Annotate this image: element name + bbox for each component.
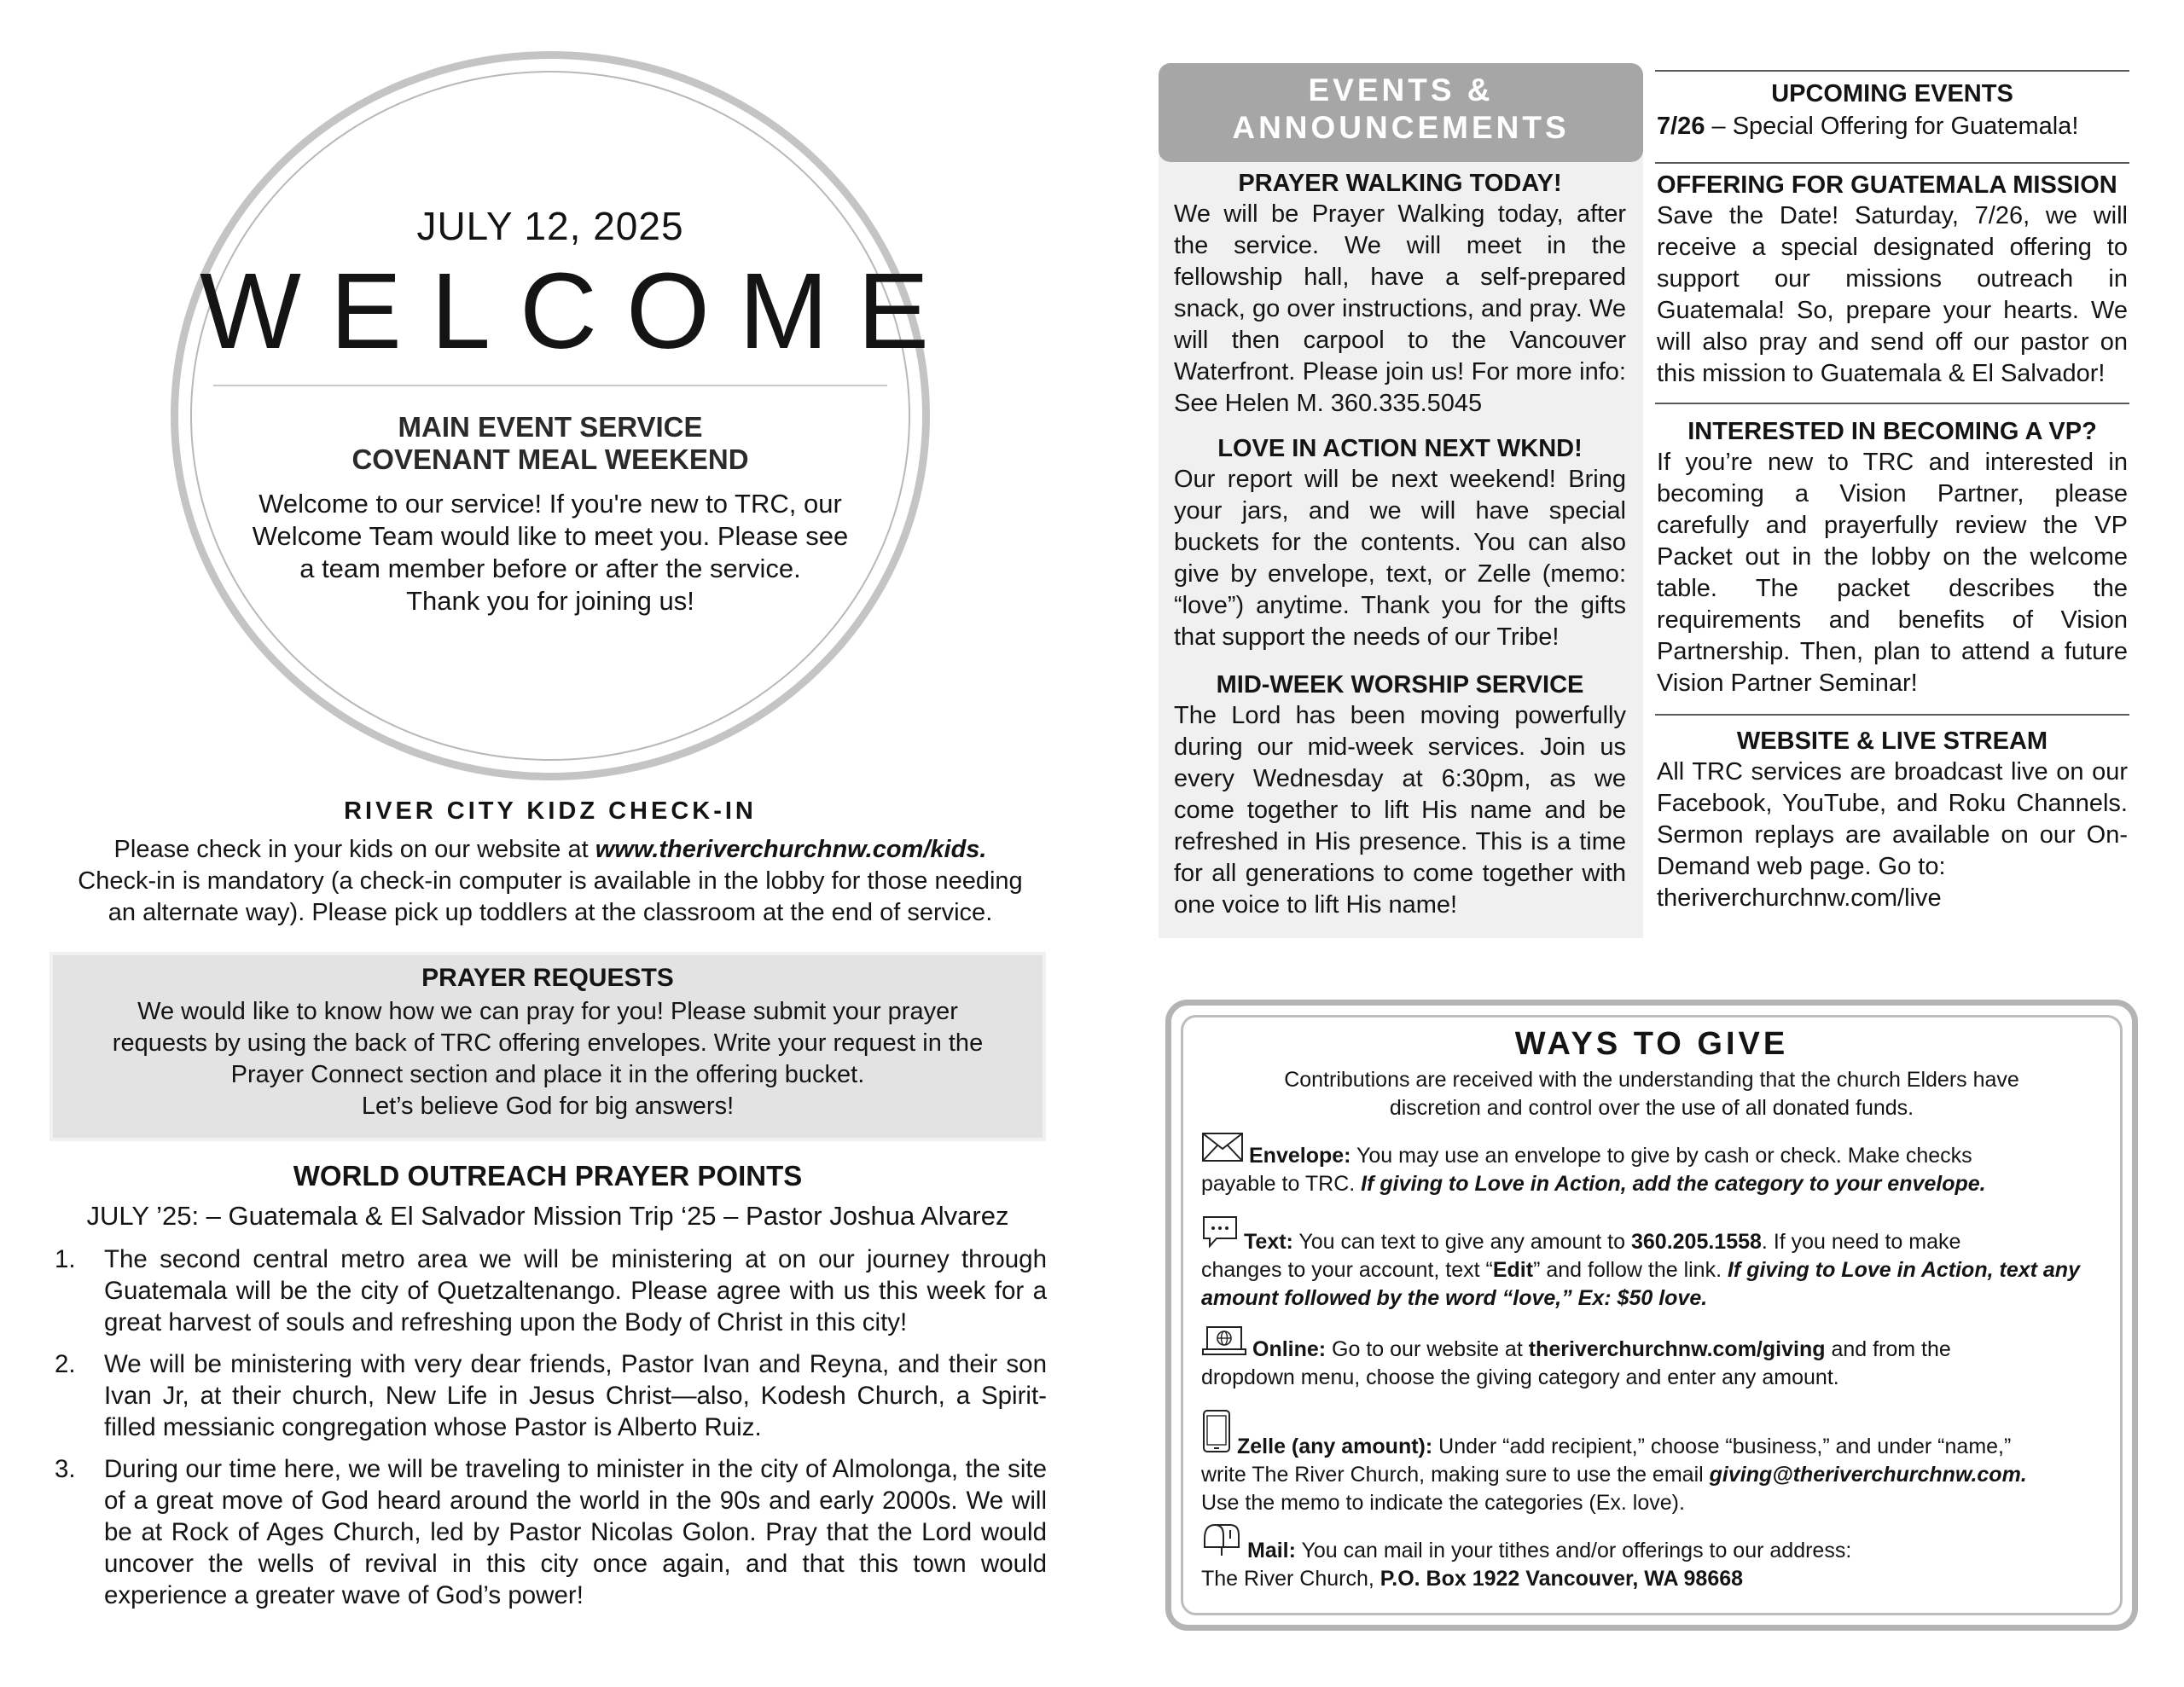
- zelle-label: Zelle (any amount):: [1237, 1435, 1433, 1458]
- event-item: [1174, 168, 1626, 420]
- text-number: 360.205.1558: [1630, 1230, 1762, 1254]
- event-item: [1174, 670, 1626, 921]
- vp-title: INTERESTED IN BECOMING A VP?: [1687, 418, 2097, 445]
- mailbox-icon: [1201, 1522, 1242, 1565]
- event-title: MID-WEEK WORSHIP SERVICE: [1216, 671, 1584, 699]
- text-note: If giving to Love in Action, text any amount followed by the word “love,” Ex: $50 love.: [1201, 1258, 2080, 1310]
- list-text: We will be ministering with very dear friends, Pastor Ivan and Reyna, and their son Ivan Jr, at their church, New Life in Jesus Christ—also, Kodesh Church, a Spirit-filled messianic congregation whose Pastor is Alberto Ruiz.: [104, 1350, 1047, 1441]
- website-livestream: [1657, 726, 2128, 914]
- service-line-1: MAIN EVENT SERVICE: [398, 411, 703, 443]
- upcoming-events: [1657, 78, 2128, 142]
- list-item: [53, 1348, 1047, 1443]
- text-edit-keyword: Edit: [1492, 1258, 1534, 1282]
- guatemala-body: Save the Date! Saturday, 7/26, we will receive a special designated offering to support our missions outreach in Guatemala! So, prepare your hearts. We will also pray and send off our pastor on this mission to Guatemala & El Salvador!: [1657, 202, 2128, 387]
- list-text: The second central metro area we will be ministering at on our journey through Guatemala will be the city of Quetzaltenango. Please agree with us this week for a great harvest of souls and refreshing upon the Body of Christ in this city!: [104, 1245, 1047, 1336]
- outreach-title: WORLD OUTREACH PRAYER POINTS: [293, 1160, 803, 1191]
- outreach-list: [53, 1244, 1047, 1621]
- prayer-line: requests by using the back of TRC offering envelopes. Write your request in the: [112, 1029, 984, 1057]
- welcome-divider: [213, 385, 887, 386]
- web-body: All TRC services are broadcast live on our Facebook, YouTube, and Roku Channels. Sermon replays are available on our On-Demand web page. Go to:: [1657, 758, 2128, 880]
- guatemala-offering: [1657, 170, 2128, 390]
- give-online: Online: Go to our website at theriverchurchnw.com/giving and from the dropdown menu, choose the giving category and enter any amount.: [1201, 1325, 2106, 1392]
- prayer-line: We would like to know how we can pray for you! Please submit your prayer: [137, 998, 958, 1025]
- ways-to-give-intro: Contributions are received with the understanding that the church Elders have discretion and control over the use of all donated funds.: [1284, 1068, 2019, 1120]
- kidz-checkin-title: RIVER CITY KIDZ CHECK-IN: [344, 797, 757, 825]
- welcome-line: Welcome Team would like to meet you. Please see: [252, 521, 849, 551]
- events-header-title: EVENTS & ANNOUNCEMENTS: [1232, 72, 1570, 145]
- vp-body: If you’re new to TRC and interested in becoming a Vision Partner, please carefully and prayerfully review the VP Packet out in the lobby on the welcome table. The packet describes the requirements and benefits of Vision Partnership. Then, plan to attend a future Vision Partner Seminar!: [1657, 449, 2128, 697]
- text-label: Text:: [1244, 1230, 1293, 1254]
- envelope-note: If giving to Love in Action, add the category to your envelope.: [1361, 1172, 1986, 1196]
- event-title: PRAYER WALKING TODAY!: [1238, 170, 1562, 197]
- event-body: The Lord has been moving powerfully during our mid-week services. Join us every Wednesday at 6:30pm, as we come together to lift His name and be refreshed in His presence. This is a time for all generations to come together with one voice to lift His name!: [1174, 702, 1626, 919]
- prayer-requests-title: PRAYER REQUESTS: [421, 964, 674, 992]
- divider: [1655, 714, 2129, 716]
- mail-label: Mail:: [1247, 1539, 1296, 1562]
- kidz-checkin-body: [51, 834, 1049, 929]
- envelope-label: Envelope:: [1249, 1144, 1351, 1168]
- divider: [1655, 162, 2129, 164]
- event-body: We will be Prayer Walking today, after the service. We will meet in the fellowship hall, have a self-prepared snack, go over instructions, and pray. We will then carpool to the Vancouver Waterfront. Please join us! For more info: See Helen M. 360.335.5045: [1174, 200, 1626, 417]
- divider: [1655, 70, 2129, 72]
- chat-bubble-icon: [1201, 1215, 1239, 1256]
- upcoming-text: – Special Offering for Guatemala!: [1705, 113, 2079, 140]
- event-item: [1174, 433, 1626, 653]
- web-url-link[interactable]: theriverchurchnw.com/live: [1657, 884, 1942, 912]
- prayer-line: Prayer Connect section and place it in the offering bucket.: [230, 1061, 865, 1088]
- list-number: 3.: [55, 1455, 76, 1483]
- welcome-line: a team member before or after the service.: [299, 554, 801, 583]
- kidz-line-prefix: Please check in your kids on our website at: [113, 836, 595, 863]
- service-line-2: COVENANT MEAL WEEKEND: [351, 443, 749, 475]
- ways-to-give-title: WAYS TO GIVE: [1514, 1026, 1789, 1062]
- give-mail: Mail: You can mail in your tithes and/or offerings to our address: The River Church, P.O. Box 1922 Vancouver, WA 98668: [1201, 1522, 2106, 1593]
- web-title: WEBSITE & LIVE STREAM: [1736, 728, 2048, 755]
- guatemala-title: OFFERING FOR GUATEMALA MISSION: [1657, 171, 2117, 199]
- kidz-url-link[interactable]: www.theriverchurchnw.com/kids.: [595, 836, 987, 863]
- list-number: 2.: [55, 1350, 76, 1378]
- list-item: [53, 1244, 1047, 1338]
- list-item: [53, 1453, 1047, 1611]
- list-number: 1.: [55, 1245, 76, 1273]
- event-body: Our report will be next weekend! Bring your jars, and we will have special buckets for the contents. You can also give by envelope, text, or Zelle (memo: “love”) anytime. Thank you for the gifts that support the needs of our Tribe!: [1174, 466, 1626, 651]
- welcome-title: WELCOME: [200, 251, 959, 371]
- mail-address: P.O. Box 1922 Vancouver, WA 98668: [1380, 1567, 1744, 1591]
- welcome-line: Thank you for joining us!: [406, 586, 694, 616]
- event-title: LOVE IN ACTION NEXT WKND!: [1217, 435, 1583, 462]
- give-envelope: Envelope: You may use an envelope to give by cash or check. Make checks payable to TRC. If giving to Love in Action, add the category to your envelope.: [1201, 1132, 2106, 1198]
- prayer-requests-body: [68, 996, 1027, 1122]
- vision-partner: [1657, 416, 2128, 699]
- giving-email-link[interactable]: giving@theriverchurchnw.com.: [1709, 1463, 2027, 1487]
- list-text: During our time here, we will be traveling to minister in the city of Almolonga, the site of a great move of God heard around the world in the 90s and early 2000s. We will be at Rock of Ages Church, led by Pastor Nicolas Golon. Pray that the Lord would uncover the wells of revival in this city once again, and that this town would experience a greater wave of God’s power!: [104, 1455, 1047, 1609]
- phone-icon: [1201, 1409, 1232, 1461]
- kidz-line: Check-in is mandatory (a check-in computer is available in the lobby for those needing: [78, 867, 1023, 895]
- giving-url-link[interactable]: theriverchurchnw.com/giving: [1528, 1337, 1826, 1361]
- online-label: Online:: [1252, 1337, 1327, 1361]
- envelope-icon: [1201, 1132, 1244, 1170]
- divider: [1655, 403, 2129, 404]
- laptop-globe-icon: [1201, 1325, 1247, 1364]
- upcoming-title: UPCOMING EVENTS: [1771, 80, 2013, 107]
- kidz-line: an alternate way). Please pick up toddlers at the classroom at the end of service.: [107, 899, 993, 926]
- service-name: [171, 411, 930, 476]
- welcome-line: Welcome to our service! If you're new to TRC, our: [258, 489, 842, 519]
- upcoming-date: 7/26: [1657, 113, 1705, 140]
- give-text: Text: You can text to give any amount to 360.205.1558. If you need to make changes to your account, text “Edit” and follow the link. If giving to Love in Action, text any amount followed by the word “love,” Ex: $50 love.: [1201, 1215, 2106, 1313]
- outreach-subtitle: JULY ’25: – Guatemala & El Salvador Mission Trip ‘25 – Pastor Joshua Alvarez: [86, 1201, 1009, 1231]
- give-zelle: Zelle (any amount): Under “add recipient,” choose “business,” and under “name,” write The River Church, making sure to use the email giving@theriverchurchnw.com. Use the memo to indicate the categories (Ex. love).: [1201, 1409, 2106, 1517]
- welcome-date: JULY 12, 2025: [416, 204, 684, 248]
- welcome-message: [247, 488, 853, 617]
- prayer-line: Let’s believe God for big answers!: [361, 1093, 735, 1120]
